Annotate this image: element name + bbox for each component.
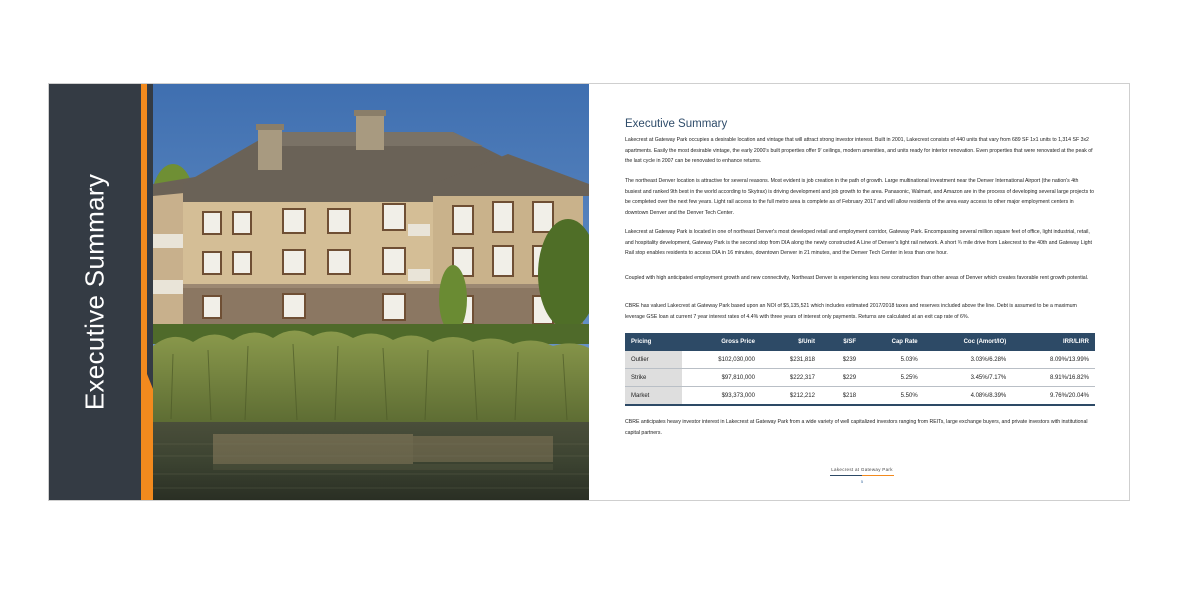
paragraph-location: The northeast Denver location is attractive for several reasons. Most evident is job creation in the path of growth. Large multinational investment near the Denver International Airport (the nation's 4th busiest and ranked 9th best in the world according to Skytrax) is driving development and job growth to the area. Panasonic, Walmart, and Amazon are in the process of developing several large projects to be completed over the next few years. Light rail access to the full metro area is complete as of February 2017 and will allow residents of the area easy access to other major employment centers in downtown Denver and the Denver Tech Center. (625, 178, 1094, 216)
vertical-section-title: Executive Summary (79, 173, 110, 411)
table-cell: 8.09%/13.99% (1012, 351, 1095, 369)
table-cell: 5.03% (862, 351, 924, 369)
orange-accent-strip (141, 84, 153, 500)
table-row (625, 351, 1095, 369)
table-cell: $93,373,000 (682, 387, 761, 406)
column-header: Coc (Amort/IO) (924, 333, 1013, 351)
table-cell: $239 (821, 351, 862, 369)
pricing-table (625, 333, 1095, 406)
table-cell: 5.25% (862, 369, 924, 387)
paragraph-overview: Lakecrest at Gateway Park occupies a desirable location and vintage that will attract strong investor interest. Built in 2001, Lakecrest consists of 440 units that vary from 689 SF 1x1 units to 1,314 SF 3x2 apartments. Easily the most desirable vintage, the early 2000's built properties offer 9' ceilings, modern amenities, and units ready for interior renovation. Even properties that were renovated at the peak of the last cycle in 2007 can be renovated to enhance returns. (625, 137, 1093, 164)
table-cell: 9.76%/20.04% (1012, 387, 1095, 406)
column-header: IRR/LIRR (1012, 333, 1095, 351)
table-row (625, 369, 1095, 387)
table-cell: 8.91%/16.82% (1012, 369, 1095, 387)
table-cell: Market (625, 387, 682, 406)
paragraph-growth: Coupled with high anticipated employment growth and new connectivity, Northeast Denver is experiencing less new construction than other areas of Denver which creates favorable rent growth potential. (625, 275, 1089, 281)
column-header: $/Unit (761, 333, 821, 351)
column-header: Gross Price (682, 333, 761, 351)
page-number: 5 (860, 479, 864, 484)
table-cell: 5.50% (862, 387, 924, 406)
column-header: Cap Rate (862, 333, 924, 351)
property-photo (153, 84, 589, 500)
table-cell: $229 (821, 369, 862, 387)
column-header: Pricing (625, 333, 682, 351)
table-row (625, 387, 1095, 406)
footer-logo: Lakecrest at Gateway Park (831, 467, 893, 472)
table-cell: 4.08%/8.39% (924, 387, 1013, 406)
table-cell: $102,030,000 (682, 351, 761, 369)
paragraph-gateway-park: Lakecrest at Gateway Park is located in one of northeast Denver's most developed retail and employment corridor, Gateway Park. Encompassing several million square feet of office, light industrial, retail, and hospitality development, Gateway Park is the second stop from DIA along the newly constructed A Line of Denver's light rail network. A short ¾ mile drive from Lakecrest to the 40th and Gateway Light Rail stop enables residents to access DIA in 16 minutes, downtown Denver in 21 minutes, and the Denver Tech Center in less than one hour. (625, 229, 1092, 256)
table-cell: $218 (821, 387, 862, 406)
paragraph-investor-interest: CBRE anticipates heavy investor interest in Lakecrest at Gateway Park from a wide variety of well capitalized investors ranging from REITs, large exchange buyers, and private investors with institutional capital partners. (625, 419, 1088, 436)
brochure-spread (48, 83, 1130, 501)
table-cell: $212,212 (761, 387, 821, 406)
table-cell: $97,810,000 (682, 369, 761, 387)
column-header: $/SF (821, 333, 862, 351)
paragraph-valuation: CBRE has valued Lakecrest at Gateway Park based upon an NOI of $5,135,521 which includes estimated 2017/2018 taxes and reserves included above the line. Debt is assumed to be a maximum leverage GSE loan at current 7 year interest rates of 4.4% with three years of interest only payments. Returns are calculated at an exit cap rate of 6%. (625, 303, 1077, 320)
footer-divider (830, 475, 894, 476)
right-page (625, 84, 1129, 500)
table-cell: 3.45%/7.17% (924, 369, 1013, 387)
table-cell: Strike (625, 369, 682, 387)
page-title: Executive Summary (625, 118, 728, 130)
sidebar-band (49, 84, 141, 500)
table-cell: 3.03%/6.28% (924, 351, 1013, 369)
table-cell: Outlier (625, 351, 682, 369)
table-header-row (625, 333, 1095, 351)
table-cell: $231,818 (761, 351, 821, 369)
table-cell: $222,317 (761, 369, 821, 387)
